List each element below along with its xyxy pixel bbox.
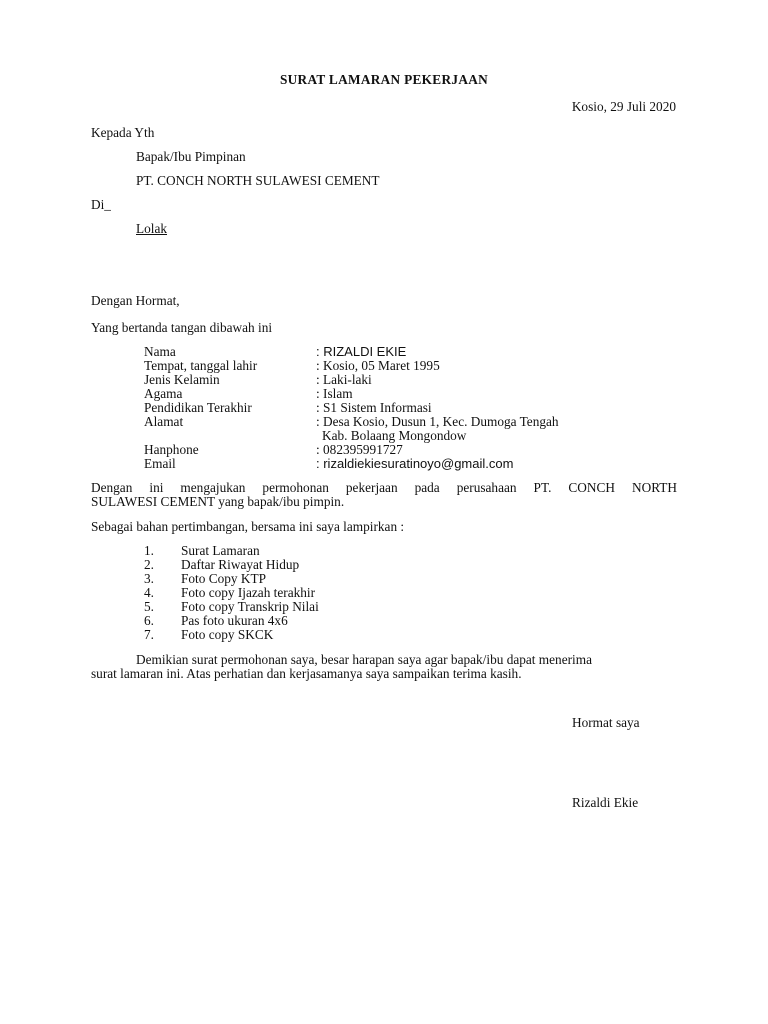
personal-row: [0, 345, 768, 359]
list-number: 7.: [144, 627, 154, 642]
personal-row: [0, 415, 768, 429]
personal-label: Jenis Kelamin: [144, 372, 220, 387]
personal-row: [0, 373, 768, 387]
personal-label: Agama: [144, 386, 183, 401]
personal-value: : rizaldiekiesuratinoyo@gmail.com: [316, 456, 514, 471]
personal-value: : 082395991727: [316, 442, 403, 457]
list-text: Foto copy SKCK: [181, 627, 274, 642]
personal-label: Nama: [144, 344, 176, 359]
list-text: Foto copy Ijazah terakhir: [181, 585, 316, 600]
list-number: 6.: [144, 613, 154, 628]
list-item: [0, 558, 768, 572]
personal-value: : RIZALDI EKIE: [316, 344, 407, 359]
list-text: Daftar Riwayat Hidup: [181, 557, 300, 572]
personal-row: [0, 359, 768, 373]
personal-row: [0, 401, 768, 415]
list-number: 5.: [144, 599, 154, 614]
personal-row: [0, 429, 768, 443]
personal-value: : Desa Kosio, Dusun 1, Kec. Dumoga Tengah: [316, 414, 559, 429]
place-date: Kosio, 29 Juli 2020: [571, 99, 676, 114]
list-item: [0, 600, 768, 614]
list-text: Pas foto ukuran 4x6: [181, 613, 288, 628]
to-label: Kepada Yth: [91, 125, 155, 140]
personal-value: Kab. Bolaang Mongondow: [322, 428, 467, 443]
list-text: Foto Copy KTP: [181, 571, 266, 586]
personal-row: [0, 457, 768, 471]
list-text: Foto copy Transkrip Nilai: [181, 599, 319, 614]
personal-label: Hanphone: [144, 442, 199, 457]
list-item: [0, 544, 768, 558]
closing-line-1: Demikian surat permohonan saya, besar harapan saya agar bapak/ibu dapat menerima: [136, 652, 592, 667]
list-item: [0, 586, 768, 600]
personal-label: Tempat, tanggal lahir: [144, 358, 258, 373]
regards: Hormat saya: [572, 715, 640, 730]
location: Lolak: [136, 221, 168, 236]
salutation: Dengan Hormat,: [91, 293, 180, 308]
apply-line-1: [91, 481, 677, 495]
list-number: 2.: [144, 557, 154, 572]
apply-text-1: Dengan ini mengajukan permohonan pekerjaan pada perusahaan PT. CONCH NORTH: [91, 480, 677, 495]
personal-value: : Islam: [316, 386, 353, 401]
list-item: [0, 628, 768, 642]
list-item: [0, 614, 768, 628]
signature-name: Rizaldi Ekie: [572, 795, 639, 810]
personal-row: [0, 443, 768, 457]
letter-title: SURAT LAMARAN PEKERJAAN: [279, 72, 489, 87]
personal-value: : Kosio, 05 Maret 1995: [316, 358, 440, 373]
list-number: 4.: [144, 585, 154, 600]
di-label: Di_: [91, 197, 111, 212]
intro-text: Yang bertanda tangan dibawah ini: [91, 320, 273, 335]
list-number: 3.: [144, 571, 154, 586]
personal-label: Alamat: [144, 414, 184, 429]
personal-label: Email: [144, 456, 176, 471]
apply-line-2: SULAWESI CEMENT yang bapak/ibu pimpin.: [91, 494, 345, 509]
attachments-intro: Sebagai bahan pertimbangan, bersama ini saya lampirkan :: [91, 519, 405, 534]
list-text: Surat Lamaran: [181, 543, 260, 558]
personal-value: : Laki-laki: [316, 372, 372, 387]
closing-line-2: surat lamaran ini. Atas perhatian dan kerjasamanya saya sampaikan terima kasih.: [91, 666, 522, 681]
recipient-company: PT. CONCH NORTH SULAWESI CEMENT: [136, 173, 380, 188]
personal-row: [0, 387, 768, 401]
list-number: 1.: [144, 543, 154, 558]
list-item: [0, 572, 768, 586]
personal-label: Pendidikan Terakhir: [144, 400, 252, 415]
personal-value: : S1 Sistem Informasi: [316, 400, 432, 415]
recipient-title: Bapak/Ibu Pimpinan: [136, 149, 246, 164]
